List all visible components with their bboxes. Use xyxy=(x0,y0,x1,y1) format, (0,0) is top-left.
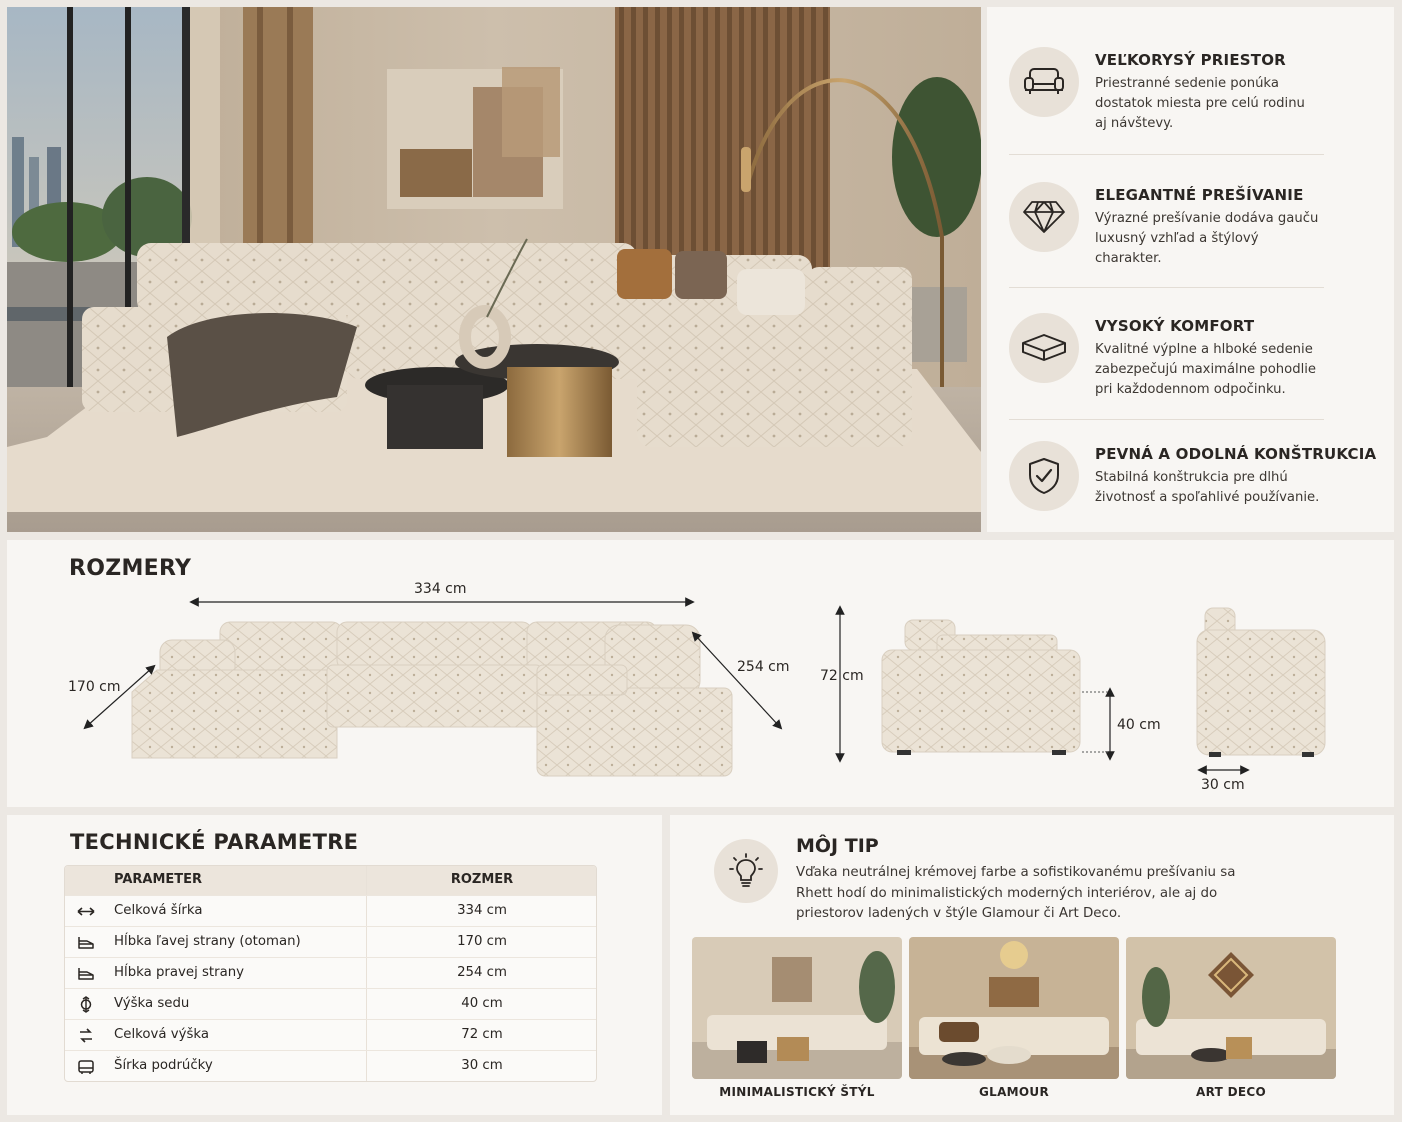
feature-description: Stabilná konštrukcia pre dlhú životnosť a spoľahlivé používanie. xyxy=(1095,470,1320,505)
style-photo-art-deco xyxy=(1126,937,1336,1079)
feature-title: VEĽKORYSÝ PRIESTOR xyxy=(1095,51,1286,69)
style-photo-minimalist xyxy=(692,937,902,1079)
table-row xyxy=(65,957,596,988)
row-label: Výška sedu xyxy=(114,996,190,1011)
table-row xyxy=(65,895,596,926)
width-label: 334 cm xyxy=(414,581,467,597)
tip-title: MÔJ TIP xyxy=(796,835,879,857)
left-depth-label: 170 cm xyxy=(68,679,121,695)
table-row xyxy=(65,1050,596,1081)
height-label: 72 cm xyxy=(820,668,864,684)
style-caption: GLAMOUR xyxy=(978,1085,1049,1099)
shield-check-icon xyxy=(1009,441,1079,511)
height-arrows-icon xyxy=(75,1027,97,1044)
feature-description: Výrazné prešívanie dodáva gauču luxusný vzhľad a štýlový charakter. xyxy=(1095,211,1319,266)
table-header xyxy=(65,866,596,895)
table-row xyxy=(65,926,596,957)
chaise-icon xyxy=(75,965,97,982)
row-label: Hĺbka pravej strany xyxy=(114,965,245,980)
row-value: 72 cm xyxy=(461,1027,503,1042)
tip-text: Vďaka neutrálnej krémovej farbe a sofistikovanému prešívaniu sa Rhett hodí do minimalistických moderných interiérov, ale aj do priestorov ladených v štýle Glamour či Art Deco. xyxy=(796,865,1236,921)
row-value: 30 cm xyxy=(461,1058,503,1073)
seat-height-icon xyxy=(75,996,97,1013)
hero-image xyxy=(7,7,981,532)
dimensions-panel xyxy=(7,540,1394,807)
feature-description: Kvalitné výplne a hlboké sedenie zabezpečujú maximálne pohodlie pri každodennom odpočinku. xyxy=(1095,342,1317,397)
armrest-icon xyxy=(75,1058,97,1075)
row-label: Celková šírka xyxy=(114,903,203,918)
lightbulb-icon xyxy=(714,839,778,903)
style-caption: MINIMALISTICKÝ ŠTÝL xyxy=(719,1085,875,1099)
width-arrows-icon xyxy=(75,903,97,920)
feature-title: VYSOKÝ KOMFORT xyxy=(1095,317,1255,335)
table-row xyxy=(65,988,596,1019)
column-header-parameter: PARAMETER xyxy=(114,872,203,887)
parameters-table xyxy=(64,865,597,1082)
style-caption: ART DECO xyxy=(1196,1085,1266,1099)
row-value: 40 cm xyxy=(461,996,503,1011)
row-label: Celková výška xyxy=(114,1027,210,1042)
divider xyxy=(1009,419,1324,420)
divider xyxy=(1009,154,1324,155)
diamond-icon xyxy=(1009,182,1079,252)
row-label: Šírka podrúčky xyxy=(114,1058,213,1073)
column-header-value: ROZMER xyxy=(450,872,514,887)
right-depth-label: 254 cm xyxy=(737,659,790,675)
sofa-icon xyxy=(1009,47,1079,117)
features-panel xyxy=(987,7,1394,532)
row-value: 254 cm xyxy=(457,965,507,980)
cushion-icon xyxy=(1009,313,1079,383)
seat-height-label: 40 cm xyxy=(1117,717,1161,733)
feature-description: Priestranné sedenie ponúka dostatok miesta pre celú rodinu aj návštevy. xyxy=(1095,76,1305,131)
feature-title: PEVNÁ A ODOLNÁ KONŠTRUKCIA xyxy=(1095,445,1377,463)
technical-parameters-panel xyxy=(7,815,662,1115)
row-label: Hĺbka ľavej strany (otoman) xyxy=(114,934,301,949)
armrest-label: 30 cm xyxy=(1201,777,1245,793)
row-value: 334 cm xyxy=(457,903,507,918)
table-row xyxy=(65,1019,596,1050)
divider xyxy=(1009,287,1324,288)
tip-panel xyxy=(670,815,1394,1115)
section-title: ROZMERY xyxy=(69,556,192,581)
style-photo-glamour xyxy=(909,937,1119,1079)
row-value: 170 cm xyxy=(457,934,507,949)
dimension-diagram xyxy=(7,540,1394,807)
chaise-icon xyxy=(75,934,97,951)
feature-title: ELEGANTNÉ PREŠÍVANIE xyxy=(1095,186,1304,204)
section-title: TECHNICKÉ PARAMETRE xyxy=(70,830,359,854)
living-room-scene xyxy=(7,7,981,532)
